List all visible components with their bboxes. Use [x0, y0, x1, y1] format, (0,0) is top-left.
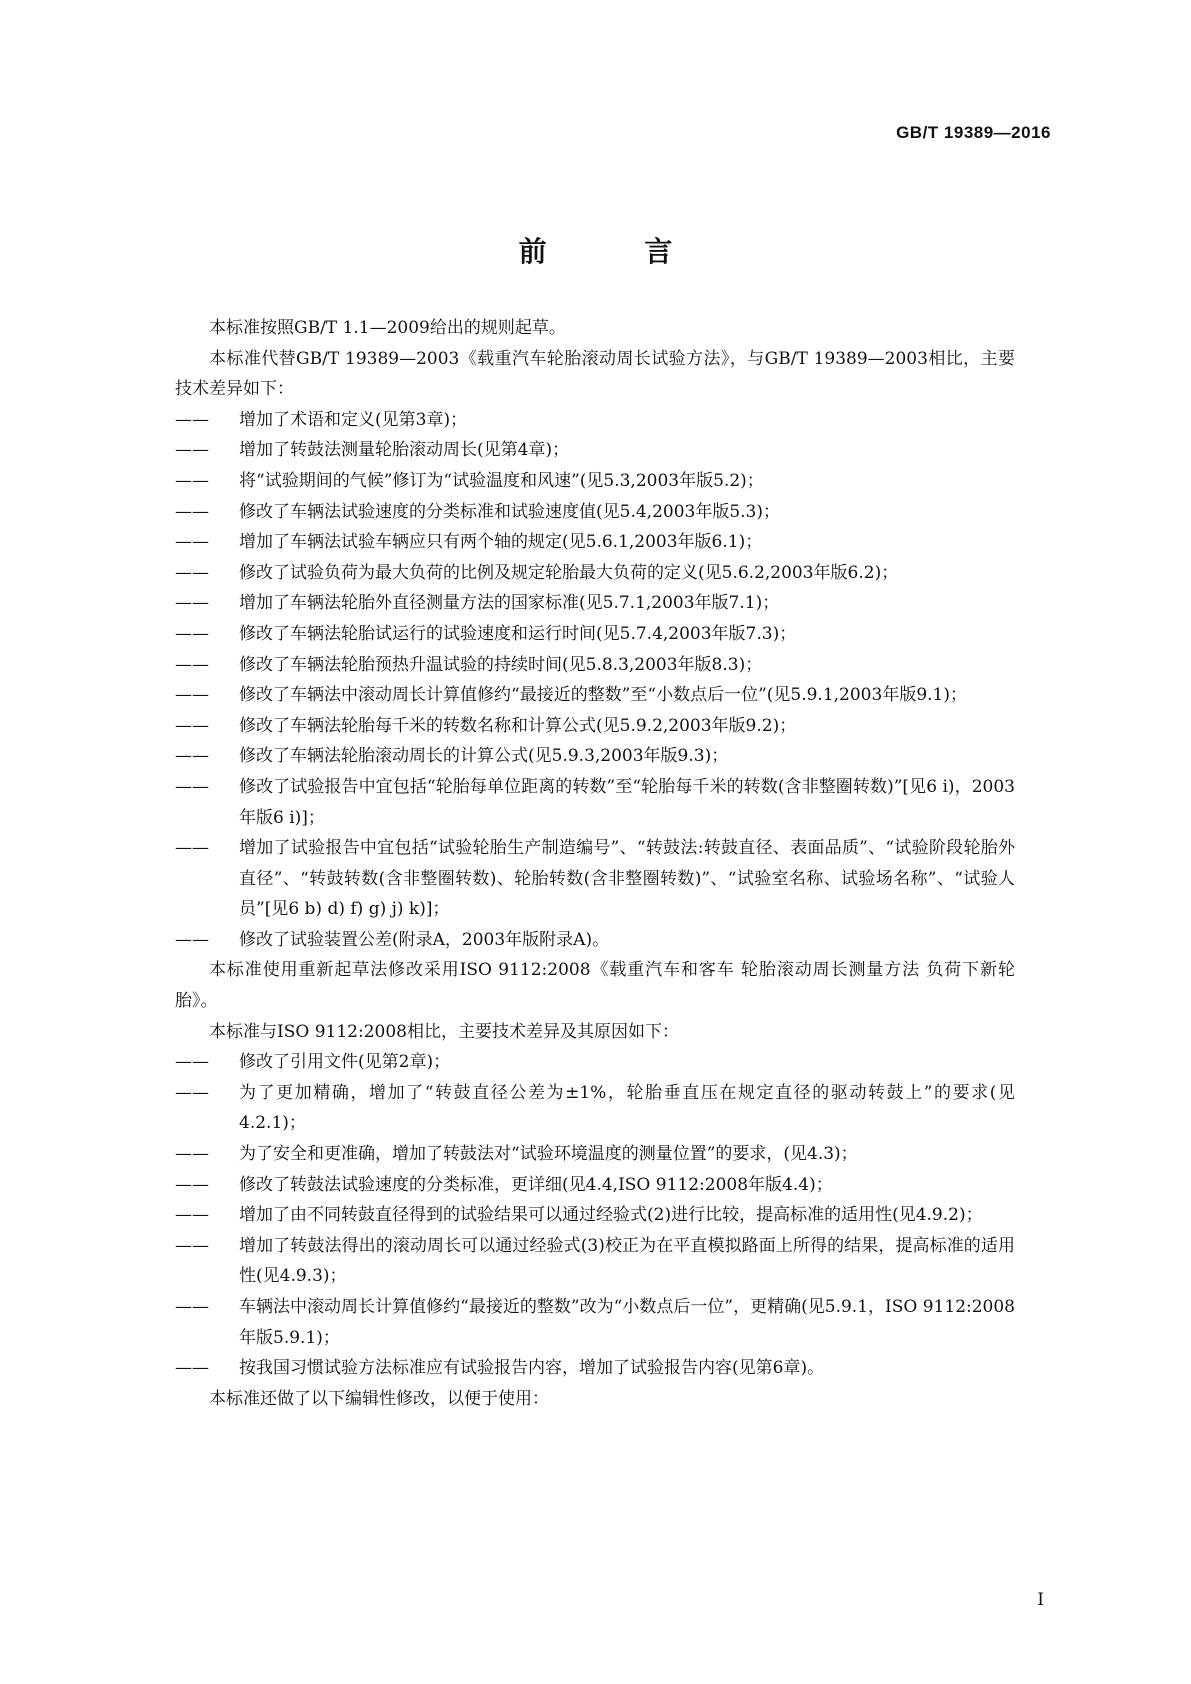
dash-mark: ——: [175, 1235, 209, 1256]
dash-mark: ——: [175, 1082, 209, 1103]
paragraph-replaces: 本标准代替GB/T 19389—2003《载重汽车轮胎滚动周长试验方法》，与GB/T 19389—2003相比，主要技术差异如下：: [175, 348, 1015, 400]
list-item: [175, 925, 1015, 956]
list-item: [175, 588, 1015, 619]
list-item: [175, 435, 1015, 466]
dash-mark: ——: [175, 440, 209, 461]
dash-mark: ——: [175, 501, 209, 522]
list-item: [175, 833, 1015, 925]
list-item-text: 增加了转鼓法得出的滚动周长可以通过经验式(3)校正为在平直模拟路面上所得的结果，提高标准的适用性(见4.9.3)；: [239, 1235, 1015, 1287]
paragraph-drafting-rule: 本标准按照GB/T 1.1—2009给出的规则起草。: [209, 318, 566, 338]
list-item: [175, 558, 1015, 589]
differences-list-2003: [175, 405, 1015, 956]
list-item: [175, 772, 1015, 833]
list-item-text: 修改了转鼓法试验速度的分类标准，更详细(见4.4,ISO 9112:2008年版4.4)；: [239, 1174, 833, 1195]
list-item-text: 修改了车辆法轮胎滚动周长的计算公式(见5.9.3,2003年版9.3)；: [239, 746, 729, 767]
dash-mark: ——: [175, 929, 209, 950]
dash-mark: ——: [175, 746, 209, 767]
list-item: [175, 1047, 1015, 1078]
list-item-text: 修改了试验负荷为最大负荷的比例及规定轮胎最大负荷的定义(见5.6.2,2003年版6.2)；: [239, 562, 899, 583]
list-item: [175, 1353, 1015, 1384]
paragraph-iso-differences: 本标准与ISO 9112:2008相比，主要技术差异及其原因如下：: [209, 1021, 679, 1042]
list-item-text: 修改了车辆法轮胎预热升温试验的持续时间(见5.8.3,2003年版8.3)；: [239, 654, 763, 675]
list-item: [175, 741, 1015, 772]
list-item-text: 修改了车辆法试验速度的分类标准和试验速度值(见5.4,2003年版5.3)；: [239, 501, 781, 522]
list-item: [175, 711, 1015, 742]
dash-mark: ——: [175, 1052, 209, 1073]
list-item-text: 修改了车辆法轮胎每千米的转数名称和计算公式(见5.9.2,2003年版9.2)；: [239, 715, 797, 736]
list-item: [175, 1139, 1015, 1170]
list-item: [175, 405, 1015, 436]
list-item: [175, 650, 1015, 681]
dash-mark: ——: [175, 838, 209, 859]
list-item: [175, 527, 1015, 558]
list-item-text: 增加了车辆法轮胎外直径测量方法的国家标准(见5.7.1,2003年版7.1)；: [239, 593, 780, 614]
dash-mark: ——: [175, 685, 209, 706]
dash-mark: ——: [175, 1174, 209, 1195]
list-item-text: 修改了试验报告中宜包括“轮胎每单位距离的转数”至“轮胎每千米的转数(含非整圈转数)”[见6 i)，2003年版6 i)]；: [239, 776, 1015, 828]
list-item: [175, 680, 1015, 711]
list-item-text: 车辆法中滚动周长计算值修约“最接近的整数”改为“小数点后一位”，更精确(见5.9.1，ISO 9112:2008年版5.9.1)；: [239, 1297, 1015, 1348]
list-item-text: 增加了由不同转鼓直径得到的试验结果可以通过经验式(2)进行比较，提高标准的适用性(见4.9.2)；: [239, 1205, 983, 1226]
dash-mark: ——: [175, 623, 209, 644]
list-item-text: 修改了车辆法轮胎试运行的试验速度和运行时间(见5.7.4,2003年版7.3)；: [239, 623, 797, 644]
list-item-text: 为了更加精确，增加了“转鼓直径公差为±1%，轮胎垂直压在规定直径的驱动转鼓上”的要求(见4.2.1)；: [239, 1082, 1015, 1134]
list-item-text: 增加了试验报告中宜包括“试验轮胎生产制造编号”、“转鼓法:转鼓直径、表面品质”、“试验阶段轮胎外直径”、“转鼓转数(含非整圈转数)、轮胎转数(含非整圈转数)”、“试验室名称、试验场名称”、“试验人员”[见6 b) d) f) g) j) k)]；: [239, 838, 1015, 920]
list-item-text: 修改了引用文件(见第2章)；: [239, 1052, 451, 1073]
dash-mark: ——: [175, 562, 209, 583]
list-item: [175, 1078, 1015, 1139]
dash-mark: ——: [175, 1358, 209, 1379]
list-item: [175, 619, 1015, 650]
dash-mark: ——: [175, 1144, 209, 1165]
list-item-text: 为了安全和更准确，增加了转鼓法对“试验环境温度的测量位置”的要求，(见4.3)；: [239, 1144, 858, 1165]
paragraph-editorial: 本标准还做了以下编辑性修改，以便于使用：: [209, 1388, 549, 1409]
dash-mark: ——: [175, 776, 209, 797]
list-item: [175, 497, 1015, 528]
paragraph-iso-adoption: 本标准使用重新起草法修改采用ISO 9112:2008《载重汽车和客车 轮胎滚动周长测量方法 负荷下新轮胎》。: [175, 960, 1015, 1012]
document-body: [175, 313, 1015, 1414]
list-item-text: 修改了车辆法中滚动周长计算值修约“最接近的整数”至“小数点后一位”(见5.9.1,2003年版9.1)；: [239, 685, 967, 706]
differences-list-iso: [175, 1047, 1015, 1384]
dash-mark: ——: [175, 593, 209, 614]
list-item-text: 按我国习惯试验方法标准应有试验报告内容，增加了试验报告内容(见第6章)。: [239, 1358, 825, 1379]
list-item: [175, 1170, 1015, 1201]
list-item: [175, 1200, 1015, 1231]
list-item-text: 增加了术语和定义(见第3章)；: [239, 409, 468, 430]
dash-mark: ——: [175, 715, 209, 736]
list-item: [175, 1292, 1015, 1353]
list-item: [175, 1231, 1015, 1292]
standard-code: GB/T 19389—2016: [896, 123, 1051, 142]
dash-mark: ——: [175, 654, 209, 675]
page-title: 前 言: [518, 235, 717, 268]
list-item-text: 增加了转鼓法测量轮胎滚动周长(见第4章)；: [239, 440, 570, 461]
dash-mark: ——: [175, 1205, 209, 1226]
dash-mark: ——: [175, 1297, 209, 1317]
dash-mark: ——: [175, 470, 209, 491]
list-item-text: 将“试验期间的气候”修订为“试验温度和风速”(见5.3,2003年版5.2)；: [239, 470, 764, 491]
list-item: [175, 466, 1015, 497]
list-item-text: 修改了试验装置公差(附录A，2003年版附录A)。: [239, 929, 610, 950]
list-item-text: 增加了车辆法试验车辆应只有两个轴的规定(见5.6.1,2003年版6.1)；: [239, 532, 763, 553]
dash-mark: ——: [175, 532, 209, 553]
page-number: I: [1037, 1590, 1044, 1610]
dash-mark: ——: [175, 409, 209, 430]
